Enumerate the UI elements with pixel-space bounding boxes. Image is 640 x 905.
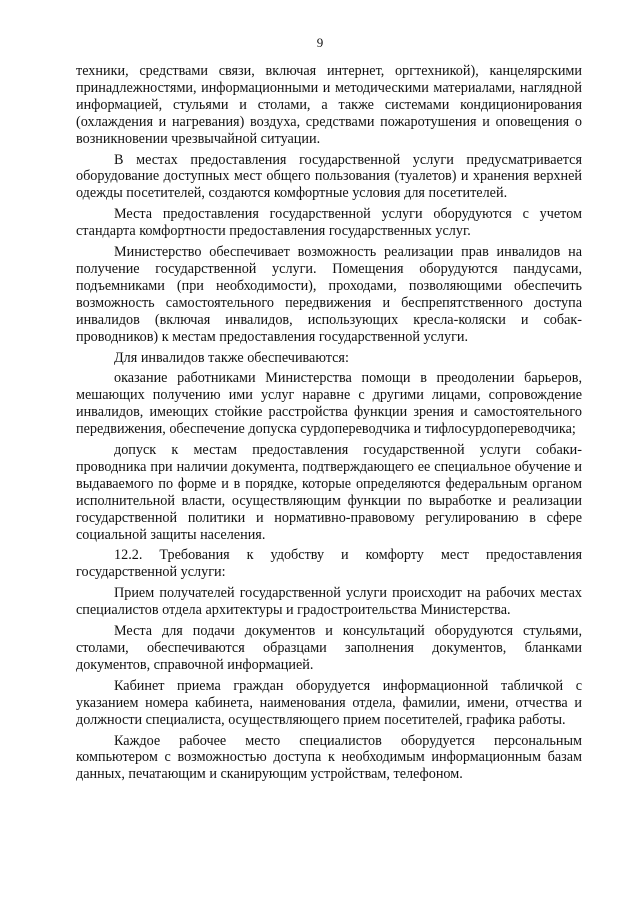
paragraph: допуск к местам предоставления государственной услуги собаки-проводника при наличии документа, подтверждающего ее специальное обучение и выдаваемого по форме и в порядке, которые определяются федеральным органом исполнительной власти, осуществляющим функции по выработке и реализации государственной политики и нормативно-правовому регулированию в сфере социальной защиты населения. [76, 442, 582, 543]
paragraph: Министерство обеспечивает возможность реализации прав инвалидов на получение государственной услуги. Помещения оборудуются пандусами, подъемниками (при необходимости), проходами, позволяющими обеспечить возможность самостоятельного передвижения и беспрепятственного доступа инвалидов (включая инвалидов, использующих кресла-коляски и собак-проводников) к местам предоставления государственной услуги. [76, 244, 582, 345]
text-body [76, 63, 582, 787]
paragraph: В местах предоставления государственной услуги предусматривается оборудование доступных мест общего пользования (туалетов) и хранения верхней одежды посетителей, создаются комфортные условия для посетителей. [76, 151, 582, 202]
paragraph: Кабинет приема граждан оборудуется информационной табличкой с указанием номера кабинета, наименования отдела, фамилии, имени, отчества и должности специалиста, осуществляющего прием посетителей, графика работы. [76, 677, 582, 728]
section-heading: 12.2. Требования к удобству и комфорту мест предоставления государственной услуги: [76, 547, 582, 581]
paragraph: Места для подачи документов и консультаций оборудуются стульями, столами, обеспечиваются образцами заполнения документов, бланками документов, справочной информацией. [76, 623, 582, 673]
paragraph: техники, средствами связи, включая интернет, оргтехникой), канцелярскими принадлежностями, информационными и методическими материалами, наглядной информацией, стульями и столами, а также системами кондиционирования (охлаждения и нагревания) воздуха, средствами пожаротушения и оповещения о возникновении чрезвычайной ситуации. [76, 63, 582, 147]
page-number: 9 [316, 35, 324, 50]
paragraph: Прием получателей государственной услуги происходит на рабочих местах специалистов отдела архитектуры и градостроительства Министерства. [76, 585, 582, 619]
paragraph: Места предоставления государственной услуги оборудуются с учетом стандарта комфортности предоставления государственных услуг. [76, 206, 582, 240]
paragraph: Каждое рабочее место специалистов оборудуется персональным компьютером с возможностью доступа к необходимым информационным базам данных, печатающим и сканирующим устройствам, телефоном. [76, 732, 582, 783]
paragraph: Для инвалидов также обеспечиваются: [114, 349, 349, 366]
paragraph: оказание работниками Министерства помощи в преодолении барьеров, мешающих получению ими услуг наравне с другими лицами, сопровождение инвалидов, имеющих стойкие расстройства функции зрения и самостоятельного передвижения, обеспечение допуска сурдопереводчика и тифлосурдопереводчика; [76, 370, 582, 438]
